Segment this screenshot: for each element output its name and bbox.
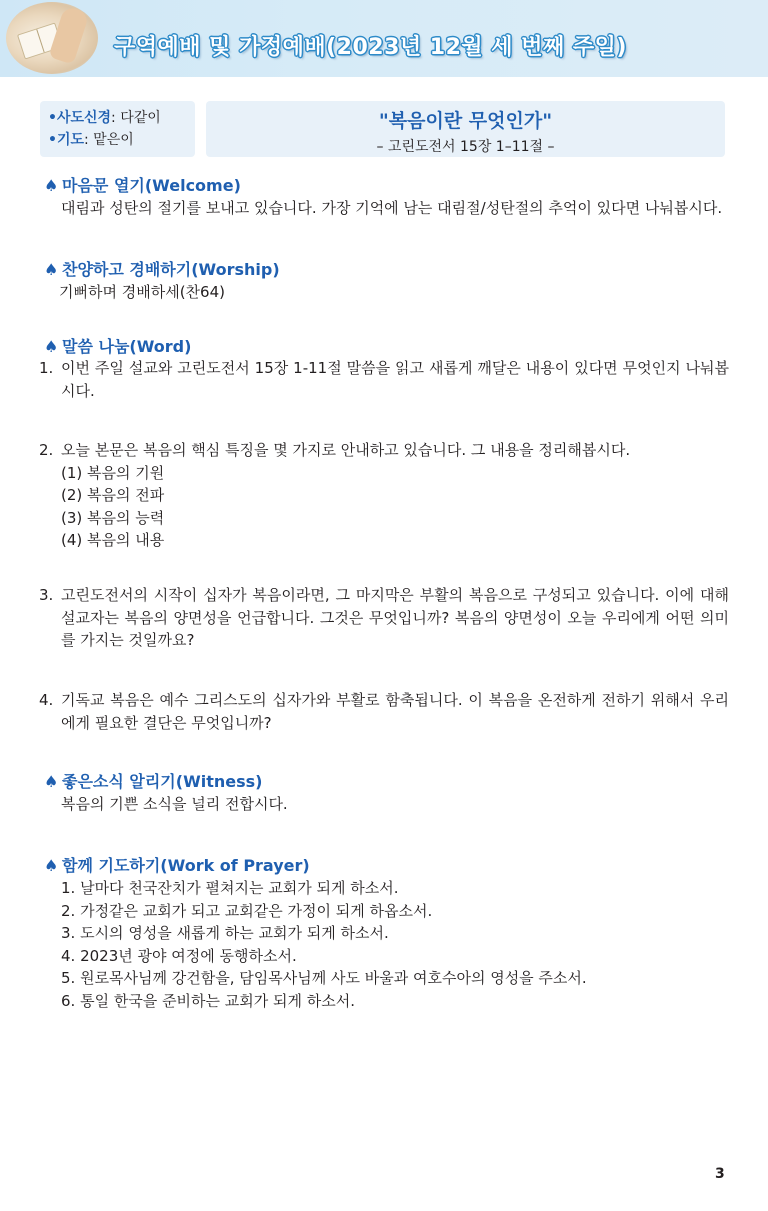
section-heading: ♠ 찬양하고 경배하기(Worship) [44,260,280,279]
header-banner [0,0,768,77]
section-text: 복음의 기쁜 소식을 널리 전합시다. [61,795,288,813]
list-item: 2. 가정같은 교회가 되고 교회같은 가정이 되게 하옵소서. [61,901,433,920]
list-item: (1) 복음의 기원 [61,463,165,482]
prayer-label: •기도 [48,132,84,148]
list-item: 5. 원로목사님께 강건함을, 담임목사님께 사도 바울과 여호수아의 영성을 주소서. [61,969,587,987]
list-item: 4. 2023년 광야 여정에 동행하소서. [61,946,297,965]
question-2 [39,439,729,552]
list-item: (2) 복음의 전파 [61,486,165,504]
praying-hand-icon [48,5,89,64]
scripture-reference: – 고린도전서 15장 1–11절 – [376,139,555,155]
section-heading: ♠ 마음문 열기(Welcome) [44,176,241,195]
section-worship [44,259,728,303]
question-4 [39,689,729,734]
spade-icon: ♠ [44,337,59,356]
section-heading: ♠ 좋은소식 알리기(Witness) [44,772,263,791]
praying-hands-bible-image [6,2,98,74]
sermon-title: "복음이란 무엇인가" [378,110,553,132]
worship-order-box [40,101,195,157]
section-heading: ♠ 말씀 나눔(Word) [44,337,192,356]
sermon-title-box [206,101,725,157]
prayer-value: : 맡은이 [84,132,134,148]
question-number: 4. [39,691,54,709]
spade-icon: ♠ [44,772,59,791]
creed-value: : 다같이 [111,110,161,126]
question-3 [39,584,729,652]
section-witness [44,771,728,815]
page-title: 구역예배 및 가정예배(2023년 12월 세 번째 주일) [114,35,627,60]
question-number: 3. [39,586,54,604]
prayer-line [48,129,195,151]
creed-label: •사도신경 [48,110,112,126]
question-text: 고린도전서의 시작이 십자가 복음이라면, 그 마지막은 부활의 복음으로 구성되고 있습니다. 이에 대해 설교자는 복음의 양면성을 언급합니다. 그것은 무엇입니까? 복음의 양면성이 오늘 우리에게 어떤 의미를 가지는 것일까요? [61,586,729,649]
prayer-list [44,877,728,1012]
question-text: 기독교 복음은 예수 그리스도의 십자가와 부활로 함축됩니다. 이 복음을 온전하게 전하기 위해서 우리에게 필요한 결단은 무엇입니까? [61,691,729,732]
sub-item-list [39,462,729,552]
section-text: 기뻐하며 경배하세(찬64) [59,283,225,301]
question-1 [39,357,729,402]
section-heading: ♠ 함께 기도하기(Work of Prayer) [44,856,310,875]
page-number: 3 [715,1166,725,1182]
section-word [44,336,728,358]
spade-icon: ♠ [44,260,59,279]
list-item: (4) 복음의 내용 [61,531,165,549]
section-welcome [44,175,728,219]
list-item: 1. 날마다 천국잔치가 펼쳐지는 교회가 되게 하소서. [61,879,399,897]
question-number: 2. [39,441,54,459]
list-item: (3) 복음의 능력 [61,508,165,527]
spade-icon: ♠ [44,856,59,875]
list-item: 6. 통일 한국을 준비하는 교회가 되게 하소서. [61,991,356,1010]
section-text: 대림과 성탄의 절기를 보내고 있습니다. 가장 기억에 남는 대림절/성탄절의 추억이 있다면 나눠봅시다. [61,199,723,217]
question-text: 오늘 본문은 복음의 핵심 특징을 몇 가지로 안내하고 있습니다. 그 내용을 정리해봅시다. [61,441,631,459]
section-prayer [44,855,728,1012]
list-item: 3. 도시의 영성을 새롭게 하는 교회가 되게 하소서. [61,924,389,942]
spade-icon: ♠ [44,176,59,195]
question-number: 1. [39,359,54,377]
question-text: 이번 주일 설교와 고린도전서 15장 1-11절 말씀을 읽고 새롭게 깨달은 내용이 있다면 무엇인지 나눠봅시다. [61,359,729,400]
creed-line [48,107,195,129]
